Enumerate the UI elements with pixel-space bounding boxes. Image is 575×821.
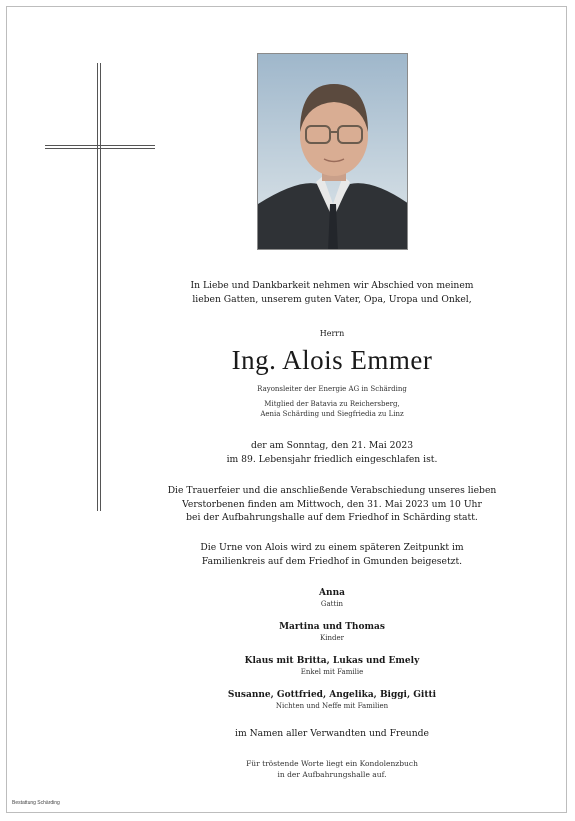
portrait-photo <box>257 53 408 250</box>
mourner-group-1 <box>127 621 537 643</box>
closing-line: im Namen aller Verwandten und Freunde <box>235 728 429 739</box>
portrait-illustration <box>258 54 408 250</box>
condolence-note <box>127 758 537 780</box>
ceremony-line-1: Die Trauerfeier und die anschließende Verabschiedung unseres lieben <box>167 485 497 496</box>
condolence-line-1: Für tröstende Worte liegt ein Kondolenzbuch <box>246 759 418 768</box>
urn-info <box>127 541 537 568</box>
titles-block <box>127 384 537 419</box>
mourner-names: Anna <box>319 588 345 598</box>
salutation: Herrn <box>319 329 345 338</box>
title-line-3: Aenia Schärding und Siegfriedia zu Linz <box>260 410 404 418</box>
ceremony-info <box>127 484 537 525</box>
mourner-relation: Enkel mit Familie <box>300 668 364 676</box>
intro-line-2: lieben Gatten, unserem guten Vater, Opa, Uropa und Onkel, <box>192 293 472 305</box>
death-line-1: der am Sonntag, den 21. Mai 2023 <box>250 440 414 451</box>
obituary-page <box>6 6 567 813</box>
mourner-names: Susanne, Gottfried, Angelika, Biggi, Gitti <box>227 690 437 700</box>
footer-funeral-home: Bestattung Schärding <box>12 800 60 806</box>
ceremony-line-3: bei der Aufbahrungshalle auf dem Friedhof in Schärding statt. <box>186 512 478 523</box>
mourner-relation: Kinder <box>320 634 344 642</box>
mourner-relation: Nichten und Neffe mit Familien <box>275 702 389 710</box>
cross-icon-vertical-right <box>100 63 101 511</box>
death-line-2: im 89. Lebensjahr friedlich eingeschlafen ist. <box>226 453 438 465</box>
cross-icon-horizontal-bottom <box>45 148 155 149</box>
mourner-group-0 <box>127 587 537 609</box>
mourner-group-2 <box>127 655 537 677</box>
urn-line-1: Die Urne von Alois wird zu einem späteren Zeitpunkt im <box>200 542 464 553</box>
urn-line-2: Familienkreis auf dem Friedhof in Gmunden beigesetzt. <box>201 555 463 567</box>
condolence-line-2: in der Aufbahrungshalle auf. <box>277 770 387 779</box>
intro-text <box>127 279 537 306</box>
deceased-name: Ing. Alois Emmer <box>231 345 433 375</box>
intro-line-1: In Liebe und Dankbarkeit nehmen wir Abschied von meinem <box>190 280 474 291</box>
cross-icon-horizontal-top <box>45 145 155 146</box>
mourner-names: Klaus mit Britta, Lukas und Emely <box>244 656 420 666</box>
mourner-names: Martina und Thomas <box>279 622 385 632</box>
mourner-relation: Gattin <box>320 600 344 608</box>
ceremony-line-2: Verstorbenen finden am Mittwoch, den 31. Mai 2023 um 10 Uhr <box>182 498 482 510</box>
title-line-1: Rayonsleiter der Energie AG in Schärding <box>257 385 407 393</box>
cross-icon-vertical-left <box>97 63 98 511</box>
mourner-group-3 <box>127 689 537 711</box>
title-line-2: Mitglied der Batavia zu Reichersberg, <box>264 400 400 408</box>
death-notice <box>127 439 537 466</box>
